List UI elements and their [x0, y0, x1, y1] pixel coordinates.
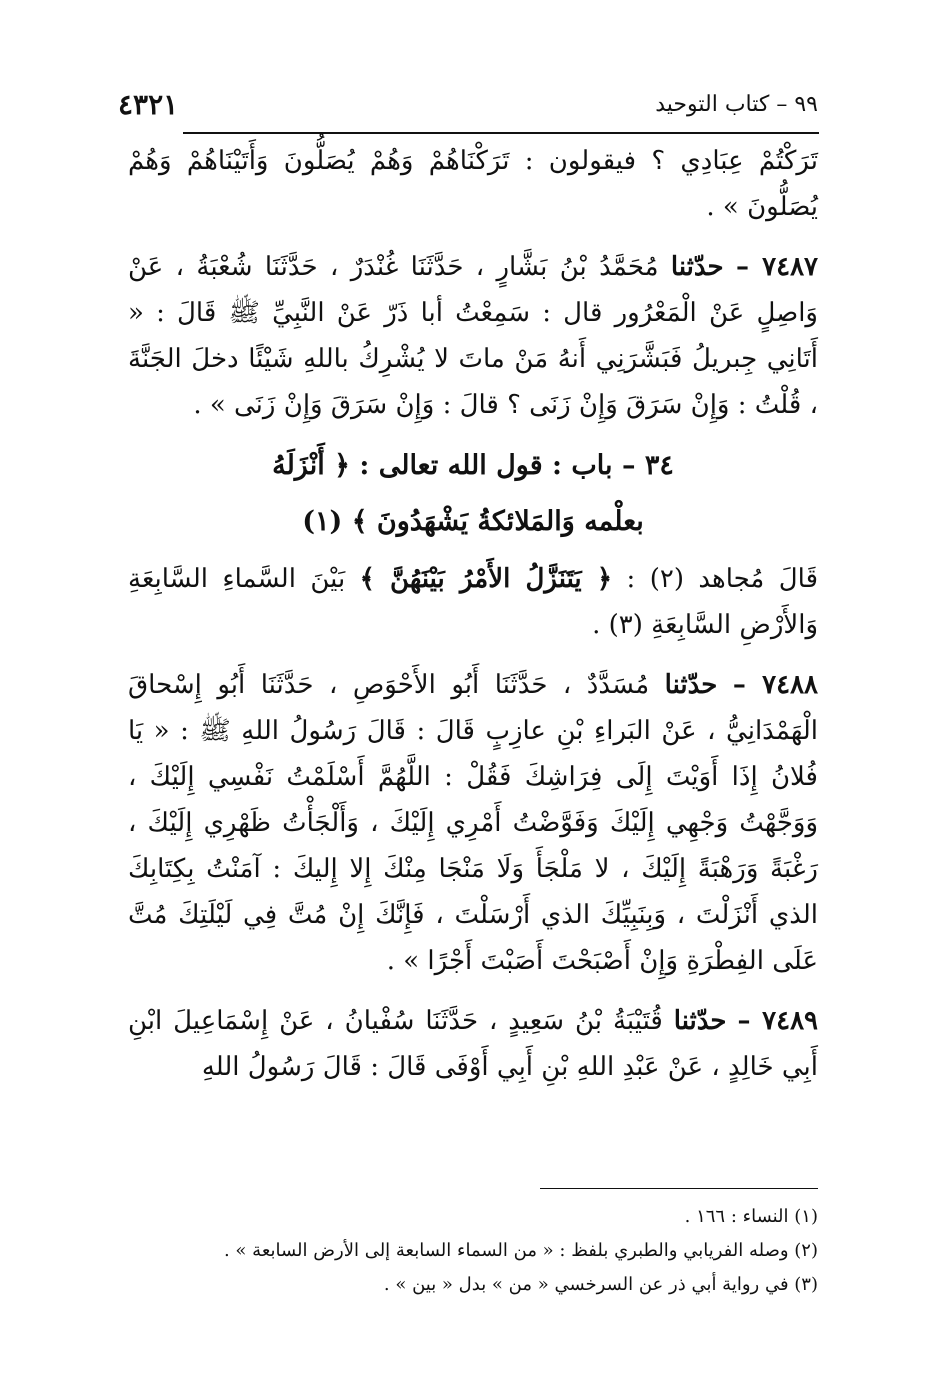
commentary-text: بَيْنَ السَّماءِ السَّابِعَةِ وَالأَرْضِ السَّابِعَةِ (٣) . [128, 564, 818, 640]
hadith-text: مُسَدَّدٌ ، حَدَّثَنَا أَبُو الأَحْوَصِ ، حَدَّثَنَا أَبُو إِسْحاقَ الْهَمْدَانِيُّ ، عَنْ البَراءِ بْنِ عازِبٍ قَالَ : قَالَ رَسُولُ اللهِ ﷺ : « يَا فُلانُ إِذَا أَوَيْتَ إِلَى فِرَاشِكَ فَقُلْ : اللَّهُمَّ أَسْلَمْتُ نَفْسِي إِلَيْكَ ، وَوَجَّهْتُ وَجْهِي إِلَيْكَ وَفَوَّضْتُ أَمْرِي إِلَيْكَ ، وَأَلْجَأْتُ ظَهْرِي إِلَيْكَ ، رَغْبَةً وَرَهْبَةً إِلَيْكَ ، لا مَلْجَأَ وَلَا مَنْجَا مِنْكَ إِلا إِليكَ : آمَنْتُ بِكِتَابِكَ الذي أَنْزَلْتَ ، وَبِنَبِيِّكَ الذي أَرْسَلْتَ ، فَإِنَّكَ إِنْ مُتَّ فِي لَيْلَتِكَ مُتَّ عَلَى الفِطْرَةِ وَإِنْ أَصْبَحْتَ أَصَبْتَ أَجْرًا » . [128, 670, 818, 976]
hadith-text: قُتَيْبَةُ بْنُ سَعِيدٍ ، حَدَّثَنَا سُفْيانُ ، عَنْ إِسْمَاعِيلَ ابْنِ أَبِي خَالِدٍ ، عَنْ عَبْدِ اللهِ بْنِ أَبِي أَوْفَى قَالَ : قَالَ رَسُولُ اللهِ [128, 1006, 818, 1082]
footnotes [128, 1200, 818, 1302]
chapter-heading-line2: بعلْمه وَالمَلائكةُ يَشْهَدُونَ ﴾ (١) [302, 506, 644, 537]
hadith-continuation: تَرَكْتُمْ عِبَادِي ؟ فيقولون : تَرَكْنَاهُمْ وَهُمْ يُصَلُّونَ وَأَتَيْنَاهُمْ وَهُمْ يُصَلُّونَ » . [128, 146, 818, 222]
commentary-intro: قَالَ مُجاهد (٢) : [626, 564, 819, 594]
page-header [118, 88, 818, 130]
haddathana-label: حدّثنا [664, 670, 718, 700]
hadith-number: ٧٤٨٧ – [736, 252, 818, 282]
footnote-1: (١) النساء : ١٦٦ . [684, 1206, 818, 1227]
running-head: ٩٩ – كتاب التوحيد [655, 92, 818, 117]
footnote-2: (٢) وصله الفريابي والطبري بلفظ : « من السماء السابعة إلى الأرض السابعة » . [223, 1240, 818, 1261]
chapter-heading [128, 438, 818, 550]
hadith-text: مُحَمَّدُ بْنُ بَشَّارٍ ، حَدَّثَنَا غُنْدَرٌ ، حَدَّثَنَا شُعْبَةُ ، عَنْ وَاصِلٍ عَنْ الْمَعْرُور قال : سَمِعْتُ أبا ذَرّ عَنْ النَّبِيِّ ﷺ قَالَ : « أَتَانِي جِبريلُ فَبَشَّرَنِي أَنهُ مَنْ ماتَ لا يُشْرِكُ باللهِ شَيْئًا دخلَ الجَنَّةَ ، قُلْتُ : وَإِنْ سَرَقَ وَإِنْ زَنَى ؟ قالَ : وَإِنْ سَرَقَ وَإِنْ زَنَى » . [128, 252, 818, 420]
page-body [128, 138, 818, 1090]
header-rule [183, 132, 819, 134]
chapter-heading-line1: ٣٤ – باب : قول الله تعالى : ﴿ أَنْزَلَهُ [272, 450, 674, 481]
mujahid-commentary [128, 556, 818, 648]
quran-quote: ﴿ يَتَنَزَّلُ الأَمْرُ بَيْنَهُنَّ ﴾ [359, 564, 613, 594]
hadith-number: ٧٤٨٨ – [732, 670, 819, 700]
hadith-7489 [128, 998, 818, 1090]
hadith-7487 [128, 244, 818, 428]
haddathana-label: حدّثنا [670, 252, 724, 282]
hadith-7488 [128, 662, 818, 984]
hadith-number: ٧٤٨٩ – [737, 1006, 818, 1036]
haddathana-label: حدّثنا [673, 1006, 727, 1036]
page-number: ٤٣٢١ [118, 88, 179, 121]
footnote-3: (٣) في رواية أبي ذر عن السرخسي « من » بدل « بين » . [383, 1274, 818, 1295]
footnote-rule [540, 1188, 818, 1189]
